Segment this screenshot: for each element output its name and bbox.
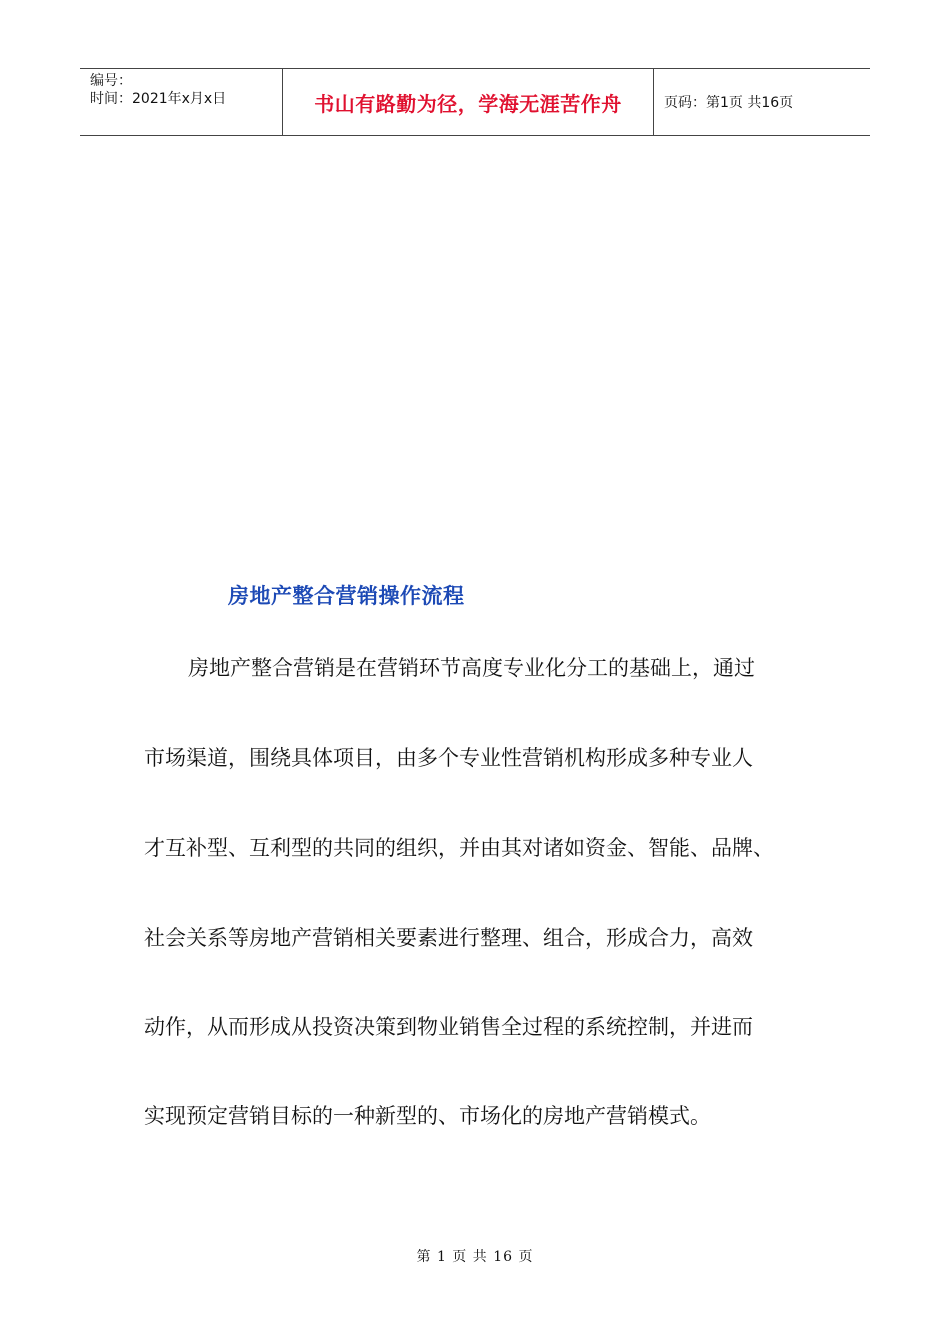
header-page-info-cell xyxy=(654,69,870,135)
paragraph-line-5: 动作，从而形成从投资决策到物业销售全过程的系统控制，并进而 xyxy=(144,1015,753,1039)
paragraph-line-6: 实现预定营销目标的一种新型的、市场化的房地产营销模式。 xyxy=(144,1104,711,1128)
paragraph-line-4: 社会关系等房地产营销相关要素进行整理、组合，形成合力，高效 xyxy=(144,926,753,950)
page-header xyxy=(80,68,870,136)
page-footer: 第 1 页 共 16 页 xyxy=(416,1249,534,1265)
header-meta xyxy=(80,69,282,135)
header-motto: 书山有路勤为径，学海无涯苦作舟 xyxy=(314,91,622,116)
header-number-label: 编号： xyxy=(90,73,132,89)
header-motto-cell xyxy=(282,69,654,135)
document-title: 房地产整合营销操作流程 xyxy=(228,584,465,608)
header-time-label: 时间：2021年x月x日 xyxy=(90,91,227,107)
paragraph-line-2: 市场渠道，围绕具体项目，由多个专业性营销机构形成多种专业人 xyxy=(144,746,753,770)
paragraph-line-3: 才互补型、互利型的共同的组织，并由其对诸如资金、智能、品牌、 xyxy=(144,836,774,860)
header-page-info: 页码：第1页 共16页 xyxy=(664,95,794,111)
paragraph-line-1: 房地产整合营销是在营销环节高度专业化分工的基础上，通过 xyxy=(188,656,755,680)
